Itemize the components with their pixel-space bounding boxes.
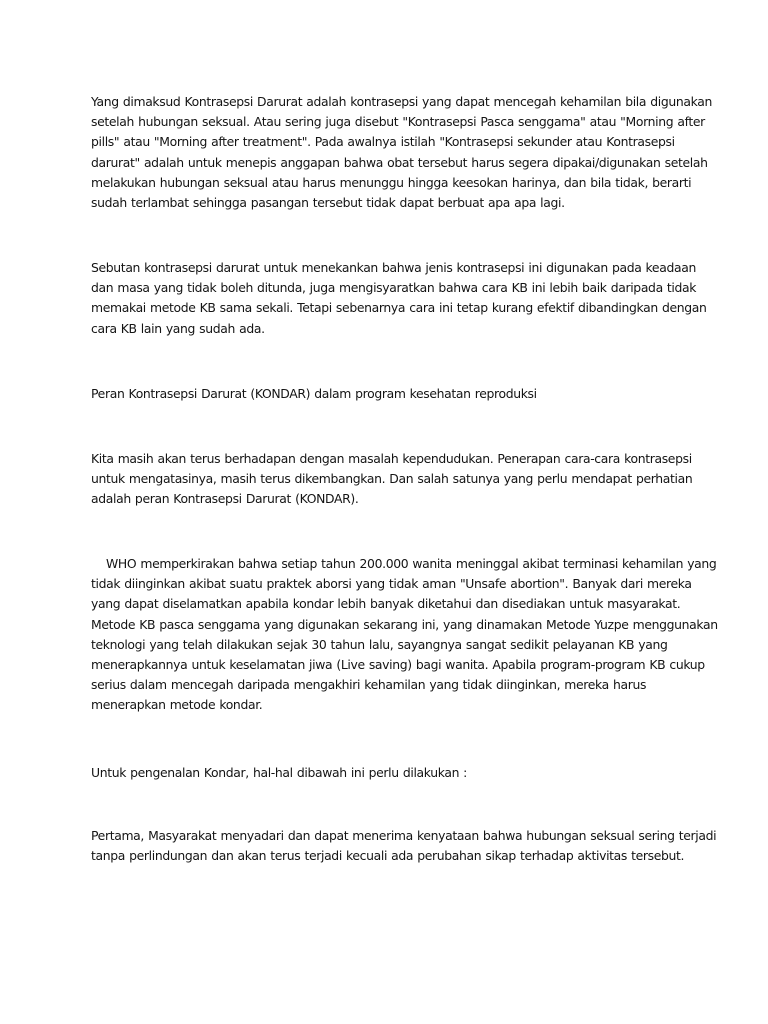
text-line: tidak diinginkan akibat suatu praktek aborsi yang tidak aman "Unsafe abortion". Banyak dari mereka bbox=[91, 576, 692, 592]
text-line: untuk mengatasinya, masih terus dikembangkan. Dan salah satunya yang perlu mendapat perhatian bbox=[91, 471, 693, 487]
text-line: cara KB lain yang sudah ada. bbox=[91, 320, 265, 336]
text-line: menerapkan metode kondar. bbox=[91, 697, 263, 713]
text-line: menerapkannya untuk keselamatan jiwa (Live saving) bagi wanita. Apabila program-program KB cukup bbox=[91, 657, 705, 673]
text-line: tanpa perlindungan dan akan terus terjadi kecuali ada perubahan sikap terhadap aktivitas tersebut. bbox=[91, 848, 685, 864]
text-line: Yang dimaksud Kontrasepsi Darurat adalah kontrasepsi yang dapat mencegah kehamilan bila digunakan bbox=[91, 94, 712, 109]
heading-line: Peran Kontrasepsi Darurat (KONDAR) dalam program kesehatan reproduksi bbox=[91, 386, 537, 401]
text-line: melakukan hubungan seksual atau harus menunggu hingga keesokan harinya, dan bila tidak, berarti bbox=[91, 174, 692, 190]
section-heading bbox=[91, 384, 696, 404]
text-line: dan masa yang tidak boleh ditunda, juga mengisyaratkan bahwa cara KB ini lebih baik daripada tidak bbox=[91, 280, 697, 296]
text-line: teknologi yang telah dilakukan sejak 30 tahun lalu, sayangnya sangat sedikit pelayanan KB yang bbox=[91, 636, 668, 652]
text-line: setelah hubungan seksual. Atau sering juga disebut "Kontrasepsi Pasca senggama" atau "Morning after bbox=[91, 114, 705, 130]
text-line: adalah peran Kontrasepsi Darurat (KONDAR). bbox=[91, 491, 359, 507]
text-line: pills" atau "Morning after treatment". Pada awalnya istilah "Kontrasepsi sekunder atau Kontrasepsi bbox=[91, 134, 675, 150]
text-line: Metode KB pasca senggama yang digunakan sekarang ini, yang dinamakan Metode Yuzpe menggunakan bbox=[91, 616, 718, 632]
text-line: serius dalam mencegah daripada mengakhiri kehamilan yang tidak diinginkan, mereka harus bbox=[91, 677, 647, 693]
text-line: Pertama, Masyarakat menyadari dan dapat menerima kenyataan bahwa hubungan seksual sering terjadi bbox=[91, 828, 717, 843]
paragraph-who bbox=[91, 554, 718, 716]
paragraph-introduction bbox=[91, 763, 696, 783]
text-line: yang dapat diselamatkan apabila kondar lebih banyak diketahui dan disediakan untuk masyarakat. bbox=[91, 596, 681, 612]
paragraph-naming bbox=[91, 258, 707, 339]
text-line: Untuk pengenalan Kondar, hal-hal dibawah ini perlu dilakukan : bbox=[91, 765, 467, 780]
text-line: sudah terlambat sehingga pasangan tersebut tidak dapat berbuat apa apa lagi. bbox=[91, 195, 565, 211]
paragraph-definition bbox=[91, 92, 712, 213]
text-line: memakai metode KB sama sekali. Tetapi sebenarnya cara ini tetap kurang efektif dibandingkan dengan bbox=[91, 300, 707, 316]
paragraph-population bbox=[91, 449, 696, 510]
text-line: Kita masih akan terus berhadapan dengan masalah kependudukan. Penerapan cara-cara kontrasepsi bbox=[91, 451, 692, 466]
paragraph-first-point bbox=[91, 826, 717, 866]
text-line: Sebutan kontrasepsi darurat untuk menekankan bahwa jenis kontrasepsi ini digunakan pada keadaan bbox=[91, 260, 696, 275]
text-line: darurat" adalah untuk menepis anggapan bahwa obat tersebut harus segera dipakai/digunakan setelah bbox=[91, 154, 708, 170]
text-line: WHO memperkirakan bahwa setiap tahun 200.000 wanita meninggal akibat terminasi kehamilan yang bbox=[106, 556, 717, 571]
